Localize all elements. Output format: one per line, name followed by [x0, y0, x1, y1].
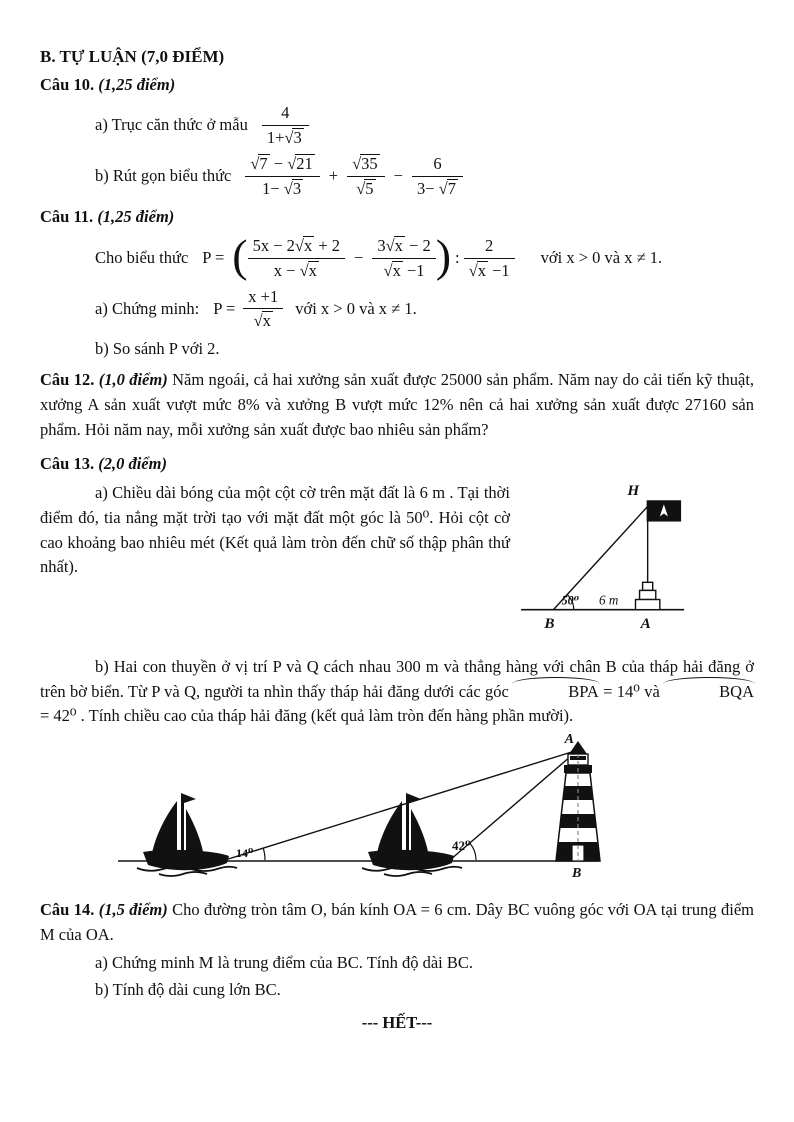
- q11-fraction-3: [464, 236, 515, 281]
- label-A: A: [640, 615, 651, 633]
- flagpole-figure-box: [516, 481, 754, 641]
- flagpole-figure: [516, 481, 754, 633]
- q12-points: (1,0 điểm): [98, 370, 168, 390]
- q11a-p-equals: P =: [213, 298, 236, 318]
- q11a-frac-den: √x: [253, 311, 271, 331]
- q10-heading: [40, 73, 754, 98]
- q14-label: Câu 14.: [40, 899, 95, 919]
- q11-f1-num: 5x − 2√x + 2: [248, 236, 345, 259]
- label-angle-14: 14⁰: [236, 846, 254, 861]
- q13-label: Câu 13.: [40, 454, 95, 474]
- angle-arc-P: [263, 848, 265, 860]
- q12-paragraph: [40, 368, 754, 442]
- q11-points: (1,25 điểm): [97, 206, 175, 226]
- q13b-post: = 42⁰ . Tính chiều cao của tháp hải đăng (kết quả làm tròn đến hàng phần mười).: [40, 706, 574, 726]
- lighthouse-figure: [80, 733, 680, 888]
- q11-heading: [40, 205, 754, 230]
- q11a-frac-num: x +1: [243, 287, 283, 310]
- q11a-fraction: [243, 287, 283, 332]
- q13-points: (2,0 điểm): [98, 454, 167, 474]
- q10-points: (1,25 điểm): [98, 74, 176, 94]
- q10a-fraction: [262, 103, 309, 148]
- plus-operator: +: [328, 166, 339, 186]
- q10b-f2-den: √5: [356, 178, 374, 198]
- q14-part-a: a) Chứng minh M là trung điểm của BC. Tính độ dài BC.: [95, 953, 474, 973]
- q11-condition: với x > 0 và x ≠ 1.: [540, 247, 663, 267]
- label-A-top: A: [564, 733, 574, 748]
- minus-operator: −: [393, 166, 403, 186]
- q13b-paragraph: [40, 655, 754, 729]
- minus-operator: −: [354, 247, 364, 267]
- q10-label: Câu 10.: [40, 74, 95, 94]
- label-H: H: [627, 482, 640, 500]
- q10b-fraction-3: [412, 154, 463, 199]
- boat-Q: [362, 793, 462, 876]
- q13-heading: [40, 452, 754, 477]
- q11a-condition: với x > 0 và x ≠ 1.: [295, 298, 417, 318]
- q11-expression: Cho biểu thức P = ( $\frac{5x - 2√x + 2}{x - √x}$ − $\frac{3√x - 2}{√x -1}$ ) : $\frac{2}{√x -1}$ với x > 0 và x ≠ 1.: [95, 230, 663, 282]
- q10b-f3-den: 3− √7: [416, 178, 456, 198]
- angle-BPA: BPA: [513, 680, 599, 705]
- q10b-fraction-2: [347, 154, 385, 199]
- q11-label: Câu 11.: [40, 206, 94, 226]
- q10a-frac-den: 1+√3: [266, 128, 302, 148]
- division-colon: :: [455, 247, 460, 267]
- label-6m: 6 m: [599, 592, 619, 608]
- q10b-f1-num: √7 − √21: [245, 154, 319, 177]
- q11-f3-den: √x −1: [468, 260, 510, 280]
- q13-part-a-block: [40, 481, 754, 641]
- q13a-paragraph: a) Chiều dài bóng của một cột cờ trên mặt đất là 6 m . Tại thời điểm đó, tia nắng mặt trời tạo với mặt đất một góc là 50⁰. Hỏi cột cờ cao khoảng bao nhiêu mét (Kết quả làm tròn đến chữ số thập phân thứ nhất).: [40, 483, 510, 577]
- section-title: B. TỰ LUẬN (7,0 ĐIỂM): [40, 47, 225, 66]
- boat-P: [137, 793, 237, 876]
- lighthouse-figure-box: [80, 733, 754, 896]
- q10-part-b: [95, 154, 754, 199]
- label-B-base: B: [572, 866, 582, 882]
- q12-body: Năm ngoái, cả hai xưởng sản xuất được 25000 sản phẩm. Năm nay do cải tiến kỹ thuật, xưởng A sản xuất vượt mức 8% và xưởng B vượt mức 12% nên cả hai xưởng sản xuất được 27160 sản phẩm. Hỏi năm nay, mỗi xưởng sản xuất được bao nhiêu sản phẩm?: [40, 370, 755, 439]
- q10b-f2-num: √35: [347, 154, 385, 177]
- q10b-fraction-1: [245, 154, 319, 199]
- label-angle-50: 50⁰: [561, 593, 580, 608]
- q14-body: Cho đường tròn tâm O, bán kính OA = 6 cm. Dây BC vuông góc với OA tại trung điểm M của OA.: [40, 899, 755, 944]
- q11-fraction-1: [248, 236, 345, 281]
- q14-part-b: b) Tính độ dài cung lớn BC.: [95, 980, 281, 1000]
- q10b-text: b) Rút gọn biểu thức: [95, 166, 232, 186]
- q14-points: (1,5 điểm): [98, 899, 168, 919]
- q14-paragraph: [40, 898, 754, 948]
- angle-BQA: BQA: [664, 680, 754, 705]
- q10a-text: a) Trục căn thức ở mẫu: [95, 115, 248, 135]
- q10b-f1-den: 1− √3: [262, 178, 302, 198]
- q13b-mid: = 14⁰ và: [598, 681, 665, 701]
- q11-part-b: b) So sánh P với 2.: [95, 339, 220, 359]
- q11-fraction-2: [372, 236, 435, 281]
- label-angle-42: 42⁰: [452, 838, 471, 854]
- q11-p-equals: P =: [202, 247, 225, 267]
- q11a-text: a) Chứng minh:: [95, 298, 200, 318]
- lighthouse-icon: [550, 741, 610, 861]
- q11-f2-den: √x −1: [383, 260, 425, 280]
- end-marker: --- HẾT---: [361, 1012, 433, 1032]
- q11-part-a: [95, 287, 754, 332]
- q12-label: Câu 12.: [40, 370, 95, 390]
- q10a-frac-num: 4: [262, 103, 309, 126]
- q13b-pre: b) Hai con thuyền ở vị trí P và Q cách nhau 300 m và thẳng hàng với chân B của tháp hải đăng ở trên bờ biển. Từ P và Q, người ta nhìn thấy tháp hải đăng dưới các góc: [40, 656, 754, 701]
- q10b-f3-num: 6: [412, 154, 463, 177]
- label-B: B: [544, 615, 555, 633]
- q11-f3-num: 2: [464, 236, 515, 259]
- q11-f1-den: x − √x: [273, 260, 317, 280]
- pedestal-base: [636, 600, 660, 610]
- pedestal-top: [643, 582, 653, 590]
- q10-part-a: [95, 103, 754, 148]
- q11-intro: Cho biểu thức: [95, 247, 189, 267]
- q11-f2-num: 3√x − 2: [372, 236, 435, 259]
- pedestal-mid: [640, 591, 656, 600]
